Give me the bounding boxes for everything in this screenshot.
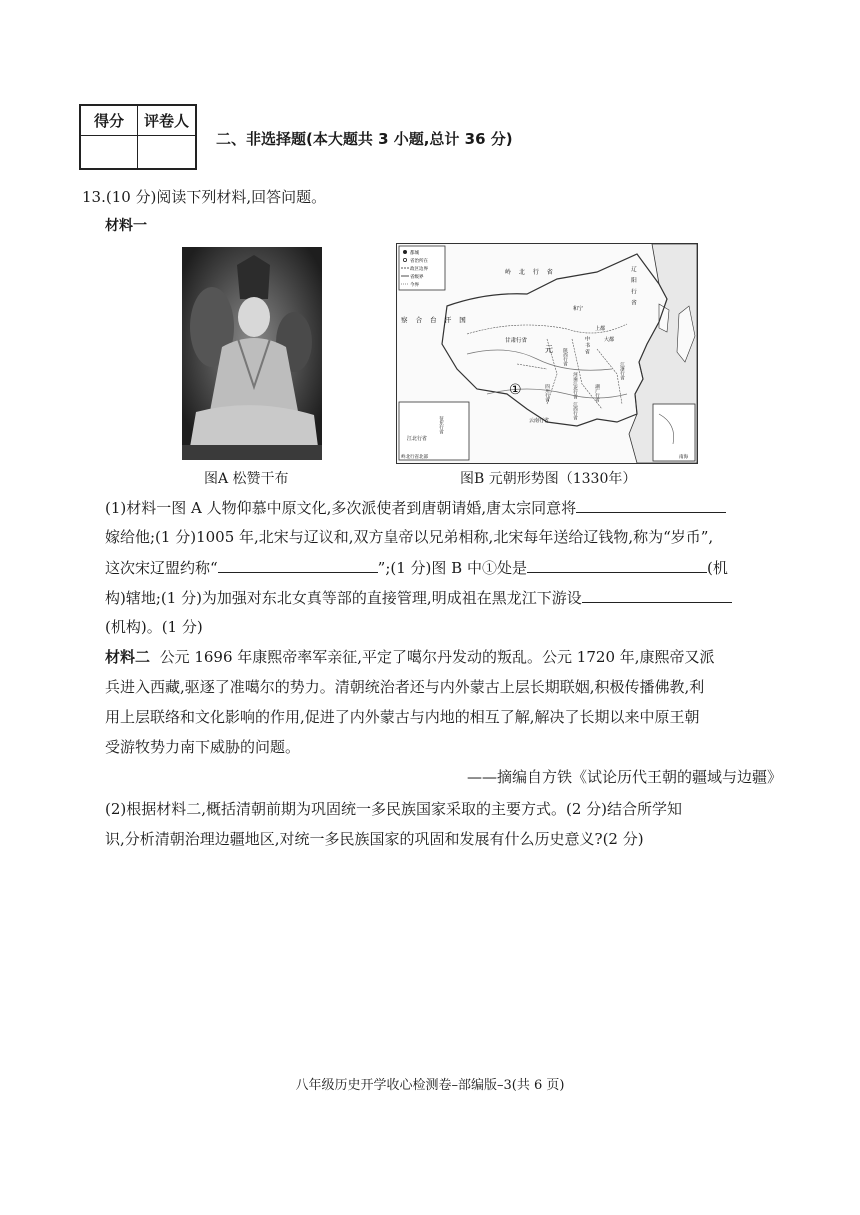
q1-text-3c: (机 [706, 559, 728, 577]
map-label-circle-one: ① [509, 382, 522, 398]
map-label-yunnan: 云南行省 [529, 418, 550, 424]
figure-a-photo [182, 247, 322, 460]
answer-blank-3[interactable] [527, 556, 707, 573]
map-label-dadu: 大都 [604, 337, 615, 343]
material2-line-4: 受游牧势力南下威胁的问题。 [105, 738, 301, 756]
map-label-jiangzhe: 江浙行省 [619, 362, 625, 380]
map-label-shangdu: 上都 [595, 326, 606, 332]
map-label-jiangxi: 江西行省 [572, 402, 578, 420]
q2-line-2: 识,分析清朝治理边疆地区,对统一多民族国家的巩固和发展有什么历史意义?(2 分) [105, 830, 644, 848]
q1-line-2: 嫁给他;(1 分)1005 年,北宋与辽议和,双方皇帝以兄弟相称,北宋每年送给辽钱物,称为“岁币”, [105, 528, 714, 546]
reviewer-cell[interactable] [138, 136, 195, 168]
section-title: 二、非选择题(本大题共 3 小题,总计 36 分) [216, 130, 513, 148]
map-label-hemu: 和宁 [573, 306, 584, 312]
material1-label: 材料一 [105, 218, 147, 234]
q1-line-1 [105, 496, 726, 519]
q1-text-4: 构)辖地;(1 分)为加强对东北女真等部的直接管理,明成祖在黑龙江下游设 [105, 589, 582, 607]
q1-line-3 [105, 556, 728, 579]
q1-line-5: (机构)。(1 分) [105, 618, 203, 636]
map-label-bottom: 岭北行省北部 [401, 455, 428, 460]
map-label-liangjiao: 江北行省 [407, 436, 428, 442]
material2-line-3: 用上层联络和文化影响的作用,促进了内外蒙古与内地的相互了解,解决了长期以来中原王朝 [105, 708, 700, 726]
figure-b-caption: 图B 元朝形势图（1330年） [460, 471, 637, 487]
score-label: 得分 [81, 106, 138, 136]
legend-1: 都城 [410, 251, 419, 256]
legend-3: 政区边界 [410, 267, 428, 272]
question-number-line: 13.(10 分)阅读下列材料,回答问题。 [82, 188, 327, 206]
material2-text-1: 公元 1696 年康熙帝率军亲征,平定了噶尔丹发动的叛乱。公元 1720 年,康熙帝又派 [159, 648, 715, 666]
answer-blank-2[interactable] [218, 556, 378, 573]
legend-2: 省治所在 [410, 259, 428, 264]
answer-blank-1[interactable] [576, 496, 726, 513]
material2-source: ——摘编自方铁《试论历代王朝的疆域与边疆》 [466, 768, 782, 786]
map-label-sichuan: 四川行省 [544, 384, 550, 402]
score-cell[interactable] [81, 136, 138, 168]
page-footer: 八年级历史开学收心检测卷–部编版–3(共 6 页) [295, 1078, 565, 1093]
map-label-shanxi: 陕西行省 [562, 348, 568, 366]
q1-text-1: (1)材料一图 A 人物仰慕中原文化,多次派使者到唐朝请婚,唐太宗同意将 [105, 499, 577, 517]
legend-4: 省级界 [410, 275, 424, 280]
map-label-lingbei: 岭 北 行 省 [505, 269, 556, 276]
map-label-yuan: 元 [545, 345, 553, 354]
map-label-henan: 河南江北行省 [572, 372, 578, 399]
legend-5: 今界 [410, 283, 419, 288]
map-label-huguang: 湖广行省 [594, 384, 600, 402]
q1-text-3b: ”;(1 分)图 B 中①处是 [377, 559, 527, 577]
reviewer-label: 评卷人 [138, 106, 195, 136]
score-table [79, 104, 197, 170]
map-label-chaghatai: 察 合 台 汗 国 [401, 316, 469, 324]
material2-line-1 [105, 646, 715, 668]
material2-label: 材料二 [105, 648, 151, 666]
figure-a-caption: 图A 松赞干布 [204, 471, 289, 487]
map-label-zhengdong: 征东行省 [438, 416, 444, 434]
q1-line-4 [105, 586, 732, 609]
map-label-zhongshu: 中 书 省 [584, 336, 590, 355]
map-label-gansu: 甘肃行省 [505, 338, 528, 344]
figure-b-map [396, 243, 698, 464]
material2-line-2: 兵进入西藏,驱逐了准噶尔的势力。清朝统治者还与内外蒙古上层长期联姻,积极传播佛教,利 [105, 678, 705, 696]
map-label-liaoyang: 辽 阳 行 省 [630, 266, 636, 308]
q2-line-1: (2)根据材料二,概括清朝前期为巩固统一多民族国家采取的主要方式。(2 分)结合所学知 [105, 800, 683, 818]
map-label-inset: 南海 [679, 455, 688, 460]
answer-blank-4[interactable] [582, 586, 732, 603]
q1-text-3a: 这次宋辽盟约称“ [105, 559, 218, 577]
